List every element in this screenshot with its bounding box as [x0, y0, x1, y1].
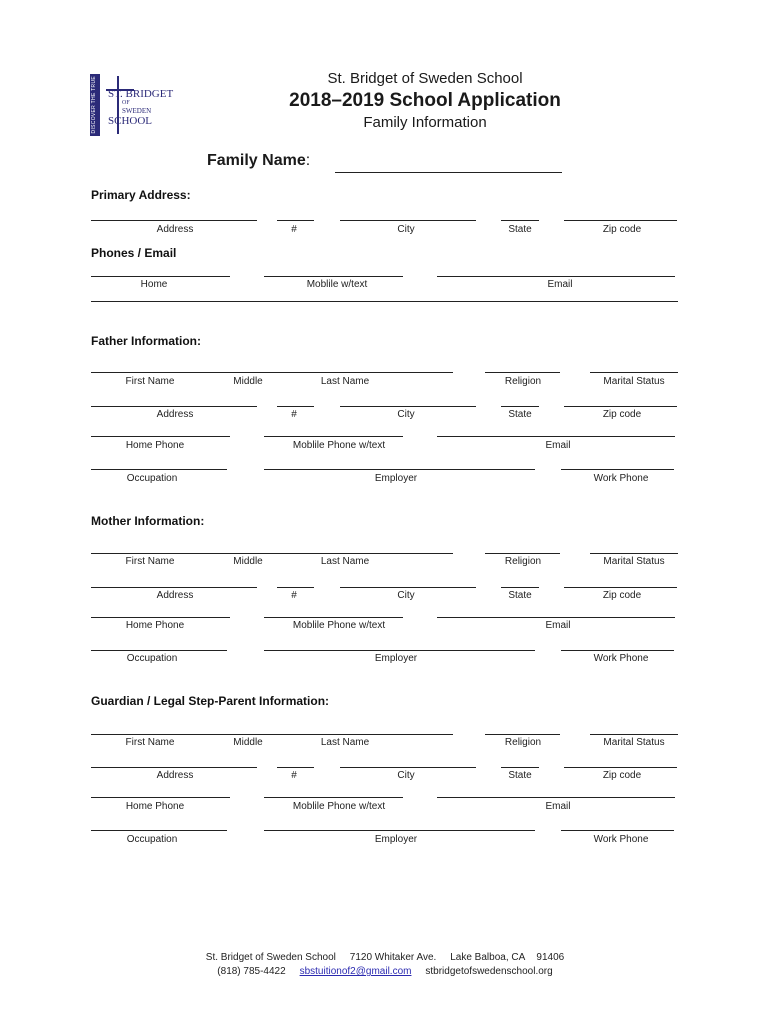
mother-mobile-label: Moblile Phone w/text	[292, 620, 386, 631]
footer-school-name: St. Bridget of Sweden School	[205, 952, 336, 963]
guardian-occupation-field[interactable]	[91, 830, 227, 831]
mother-employer-field[interactable]	[264, 650, 535, 651]
guardian-city-label: City	[397, 770, 415, 781]
father-occupation-label: Occupation	[126, 473, 178, 484]
father-email-field[interactable]	[437, 436, 675, 437]
email-field[interactable]	[437, 276, 675, 277]
father-middle-label: Middle	[233, 376, 263, 387]
footer-address	[0, 952, 770, 963]
mother-zip-field[interactable]	[564, 587, 677, 588]
mother-employer-label: Employer	[374, 653, 418, 664]
guardian-occupation-label: Occupation	[126, 834, 178, 845]
guardian-mobile-field[interactable]	[264, 797, 403, 798]
primary-address-heading: Primary Address:	[91, 188, 191, 202]
mother-mobile-field[interactable]	[264, 617, 403, 618]
guardian-middle-label: Middle	[233, 737, 263, 748]
guardian-zip-field[interactable]	[564, 767, 677, 768]
guardian-number-field[interactable]	[277, 767, 314, 768]
guardian-home-phone-field[interactable]	[91, 797, 230, 798]
father-employer-label: Employer	[374, 473, 418, 484]
father-mobile-label: Moblile Phone w/text	[292, 440, 386, 451]
father-number-label: #	[291, 409, 297, 420]
father-state-label: State	[508, 409, 532, 420]
father-home-phone-label: Home Phone	[125, 440, 185, 451]
father-religion-field[interactable]	[485, 372, 560, 373]
footer-contact	[0, 966, 770, 977]
footer-phone: (818) 785-4422	[217, 966, 286, 977]
mother-city-field[interactable]	[340, 587, 476, 588]
father-last-name-label: Last Name	[320, 376, 370, 387]
mother-marital-field[interactable]	[590, 553, 678, 554]
home-label: Home	[140, 279, 168, 290]
father-address-label: Address	[156, 409, 194, 420]
mother-work-phone-label: Work Phone	[593, 653, 649, 664]
father-religion-label: Religion	[504, 376, 542, 387]
guardian-state-field[interactable]	[501, 767, 539, 768]
guardian-name-field[interactable]	[91, 734, 453, 735]
footer-city: Lake Balboa, CA	[450, 952, 526, 963]
guardian-mobile-label: Moblile Phone w/text	[292, 801, 386, 812]
father-first-name-label: First Name	[125, 376, 175, 387]
footer-email-link[interactable]: sbstuitionof2@gmail.com	[299, 966, 412, 977]
section-divider	[91, 301, 678, 302]
guardian-home-phone-label: Home Phone	[125, 801, 185, 812]
mother-zip-label: Zip code	[602, 590, 642, 601]
guardian-work-phone-label: Work Phone	[593, 834, 649, 845]
mother-occupation-label: Occupation	[126, 653, 178, 664]
mother-name-field[interactable]	[91, 553, 453, 554]
father-city-field[interactable]	[340, 406, 476, 407]
mother-occupation-field[interactable]	[91, 650, 227, 651]
guardian-address-label: Address	[156, 770, 194, 781]
primary-city-label: City	[397, 224, 415, 235]
mother-state-field[interactable]	[501, 587, 539, 588]
primary-city-field[interactable]	[340, 220, 476, 221]
primary-number-field[interactable]	[277, 220, 314, 221]
mother-city-label: City	[397, 590, 415, 601]
father-number-field[interactable]	[277, 406, 314, 407]
guardian-first-name-label: First Name	[125, 737, 175, 748]
logo-line3: SWEDEN	[122, 107, 152, 115]
father-state-field[interactable]	[501, 406, 539, 407]
guardian-email-field[interactable]	[437, 797, 675, 798]
mother-state-label: State	[508, 590, 532, 601]
primary-number-label: #	[291, 224, 297, 235]
guardian-number-label: #	[291, 770, 297, 781]
primary-zip-field[interactable]	[564, 220, 677, 221]
logo-line1: ST. BRIDGET	[108, 88, 174, 100]
guardian-marital-field[interactable]	[590, 734, 678, 735]
guardian-employer-label: Employer	[374, 834, 418, 845]
mother-address-label: Address	[156, 590, 194, 601]
mother-number-field[interactable]	[277, 587, 314, 588]
mother-last-name-label: Last Name	[320, 556, 370, 567]
father-home-phone-field[interactable]	[91, 436, 230, 437]
father-address-field[interactable]	[91, 406, 257, 407]
mother-home-phone-label: Home Phone	[125, 620, 185, 631]
mother-email-label: Email	[545, 620, 571, 631]
father-work-phone-label: Work Phone	[593, 473, 649, 484]
guardian-religion-label: Religion	[504, 737, 542, 748]
guardian-address-field[interactable]	[91, 767, 257, 768]
family-name-label: Family Name:	[207, 152, 311, 169]
email-label: Email	[547, 279, 573, 290]
guardian-zip-label: Zip code	[602, 770, 642, 781]
mother-marital-label: Marital Status	[603, 556, 665, 567]
footer-zip: 91406	[536, 952, 565, 963]
primary-zip-label: Zip code	[602, 224, 642, 235]
logo-vertical-text: DISCOVER THE TRUE	[91, 76, 97, 134]
primary-address-label: Address	[156, 224, 194, 235]
guardian-last-name-label: Last Name	[320, 737, 370, 748]
father-marital-field[interactable]	[590, 372, 678, 373]
primary-state-field[interactable]	[501, 220, 539, 221]
father-occupation-field[interactable]	[91, 469, 227, 470]
guardian-state-label: State	[508, 770, 532, 781]
father-marital-label: Marital Status	[603, 376, 665, 387]
mother-heading: Mother Information:	[91, 514, 205, 528]
guardian-city-field[interactable]	[340, 767, 476, 768]
logo-line2: OF	[122, 100, 130, 106]
footer-website: stbridgetofswedenschool.org	[425, 966, 553, 977]
guardian-work-phone-field[interactable]	[561, 830, 674, 831]
page-title: 2018–2019 School Application	[289, 90, 561, 111]
mother-address-field[interactable]	[91, 587, 257, 588]
mother-email-field[interactable]	[437, 617, 675, 618]
logo-line4: SCHOOL	[108, 115, 153, 127]
family-name-field[interactable]	[335, 172, 562, 173]
father-work-phone-field[interactable]	[561, 469, 674, 470]
mother-work-phone-field[interactable]	[561, 650, 674, 651]
mother-religion-label: Religion	[504, 556, 542, 567]
mother-number-label: #	[291, 590, 297, 601]
guardian-employer-field[interactable]	[264, 830, 535, 831]
father-zip-label: Zip code	[602, 409, 642, 420]
mother-religion-field[interactable]	[485, 553, 560, 554]
primary-state-label: State	[508, 224, 532, 235]
father-email-label: Email	[545, 440, 571, 451]
primary-address-field[interactable]	[91, 220, 257, 221]
father-heading: Father Information:	[91, 334, 201, 348]
school-name: St. Bridget of Sweden School	[327, 70, 523, 87]
mother-first-name-label: First Name	[125, 556, 175, 567]
guardian-heading: Guardian / Legal Step-Parent Information:	[91, 694, 330, 708]
guardian-marital-label: Marital Status	[603, 737, 665, 748]
home-phone-field[interactable]	[91, 276, 230, 277]
father-zip-field[interactable]	[564, 406, 677, 407]
mobile-phone-field[interactable]	[264, 276, 403, 277]
guardian-religion-field[interactable]	[485, 734, 560, 735]
footer-street: 7120 Whitaker Ave.	[349, 952, 437, 963]
father-mobile-field[interactable]	[264, 436, 403, 437]
father-city-label: City	[397, 409, 415, 420]
phones-email-heading: Phones / Email	[91, 246, 177, 260]
mother-middle-label: Middle	[233, 556, 263, 567]
mother-home-phone-field[interactable]	[91, 617, 230, 618]
father-name-field[interactable]	[91, 372, 453, 373]
mobile-label: Moblile w/text	[306, 279, 368, 290]
guardian-email-label: Email	[545, 801, 571, 812]
page-subtitle: Family Information	[363, 114, 487, 131]
father-employer-field[interactable]	[264, 469, 535, 470]
